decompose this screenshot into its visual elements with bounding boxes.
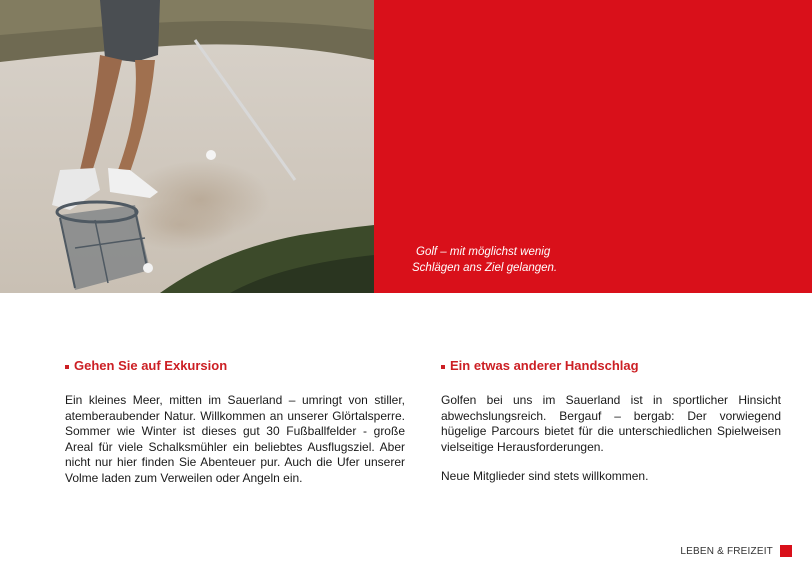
red-panel	[374, 0, 812, 293]
footer-label: LEBEN & FREIZEIT	[680, 545, 773, 557]
section-paragraph: Neue Mitglieder sind stets willkommen.	[441, 469, 649, 484]
section-exkursion	[65, 358, 405, 487]
bullet-icon	[65, 365, 69, 369]
page-footer	[680, 545, 792, 557]
section-paragraph: Ein kleines Meer, mitten im Sauerland – umringt von stiller, atemberaubender Natur. Willkommen an unserer Glörtalsperre. Sommer wie Winter ist dieses gut 30 Fußballfelder - große Areal für viele Schalksmühler ein beliebtes Ausflugsziel. Aber nicht nur hier finden Sie Abenteuer pur. Auch die Ufer unserer Volme laden zum Verweilen oder Angeln ein.	[65, 393, 405, 485]
section-paragraph: Golfen bei uns im Sauerland ist in sportlicher Hinsicht abwechslungsreich. Bergauf – bergab: Der vorwiegend hügelige Parcours bietet für die unterschiedlichen Spielweisen vielseitige Herausforderungen.	[441, 393, 781, 454]
image-caption	[412, 244, 557, 276]
footer-square-icon	[780, 545, 792, 557]
section-heading-text: Ein etwas anderer Handschlag	[450, 358, 639, 373]
section-heading	[65, 358, 405, 373]
golf-bunker-photo	[0, 0, 374, 293]
bullet-icon	[441, 365, 445, 369]
section-heading	[441, 358, 781, 373]
caption-line-1: Golf – mit möglichst wenig	[416, 246, 551, 258]
section-handschlag	[441, 358, 781, 485]
caption-line-2: Schlägen ans Ziel gelangen.	[412, 262, 558, 274]
section-heading-text: Gehen Sie auf Exkursion	[74, 358, 228, 373]
